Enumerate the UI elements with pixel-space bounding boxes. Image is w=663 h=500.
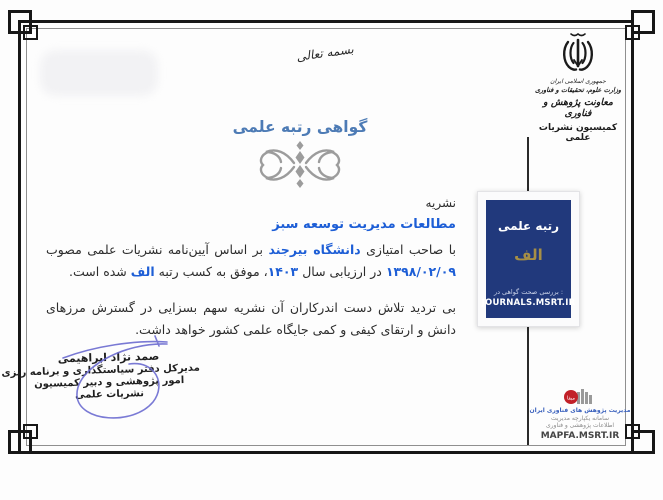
paragraph-text: ، موفق به کسب رتبه xyxy=(158,263,268,279)
gov-commission-line: کمیسیون نشریات علمی xyxy=(538,123,618,143)
paragraph-text: با صاحب امتیازی xyxy=(366,242,457,257)
approval-date: ۱۳۹۸/۰۲/۰۹ xyxy=(385,263,456,279)
badge-verify-caption: بررسی صحت گواهی در : xyxy=(493,288,564,296)
evaluation-year: ۱۴۰۳ xyxy=(267,263,299,279)
paragraph-text: شده است. xyxy=(69,263,127,279)
university-name: دانشگاه بیرجند xyxy=(268,242,361,257)
redacted-blur xyxy=(40,50,158,96)
paragraph-text: در ارزیابی سال xyxy=(302,263,382,279)
badge-label: رتبه علمی xyxy=(497,219,560,233)
badge-string xyxy=(527,137,529,192)
mapfa-line3: اطلاعات پژوهشی و فناوری xyxy=(545,422,615,429)
mapfa-url: MAPFA.MSRT.IR xyxy=(540,431,620,441)
gov-country-line: جمهوری اسلامی ایران xyxy=(550,78,606,85)
certificate-paragraph xyxy=(46,239,456,283)
closing-paragraph: بی تردید تلاش دست اندرکاران آن نشریه سهم بسزایی در گسترش مرزهای دانش و ارتقای کیفی و کمی جایگاه علمی کشور خواهد داشت. xyxy=(46,299,456,337)
signatory-title-line1: مدیرکل دفتر سیاستگذاری و برنامه ریزی xyxy=(1,362,200,379)
mapfa-logo-text: مپفا xyxy=(566,395,576,402)
ministry-header xyxy=(531,30,625,143)
mapfa-logo-icon xyxy=(562,386,598,406)
rank-badge-panel xyxy=(481,200,576,318)
signatory-title-line2: امور پژوهشی و دبیر کمیسیون xyxy=(34,375,185,390)
badge-verify-url: JOURNALS.MSRT.IR xyxy=(481,298,576,308)
ornament-divider-icon xyxy=(254,140,346,194)
mapfa-footer xyxy=(528,386,632,441)
corner-knot xyxy=(23,424,38,439)
iran-emblem-icon xyxy=(558,30,598,76)
paragraph-text: بر اساس آیین‌نامه نشریات علمی مصوب xyxy=(46,242,264,257)
rank-grade: الف xyxy=(130,263,155,279)
certificate-body xyxy=(46,196,456,341)
signatory-title-line3: نشریات علمی xyxy=(74,388,145,401)
signatory-name: صمد نژاد ابراهیمی xyxy=(57,349,160,366)
mapfa-line1: مدیریت پژوهش های فناوری ایران xyxy=(529,407,631,414)
mapfa-line2: سامانه یکپارچه مدیریت xyxy=(551,415,609,422)
badge-rank-value: الف xyxy=(514,246,543,264)
corner-knot xyxy=(23,25,38,40)
gov-ministry-line: وزارت علوم، تحقیقات و فناوری xyxy=(534,86,622,94)
corner-knot xyxy=(625,25,640,40)
gov-deputy-line: معاونت پژوهش و فناوری xyxy=(543,97,613,119)
journal-label: نشریه xyxy=(425,196,456,210)
journal-name: مطالعات مدیریت توسعه سبز xyxy=(272,217,456,232)
signature-block xyxy=(1,349,200,403)
bismillah-text: بسمه تعالی xyxy=(295,42,355,64)
rank-badge xyxy=(477,191,580,327)
certificate-title: گواهی رتبه علمی xyxy=(232,118,368,136)
